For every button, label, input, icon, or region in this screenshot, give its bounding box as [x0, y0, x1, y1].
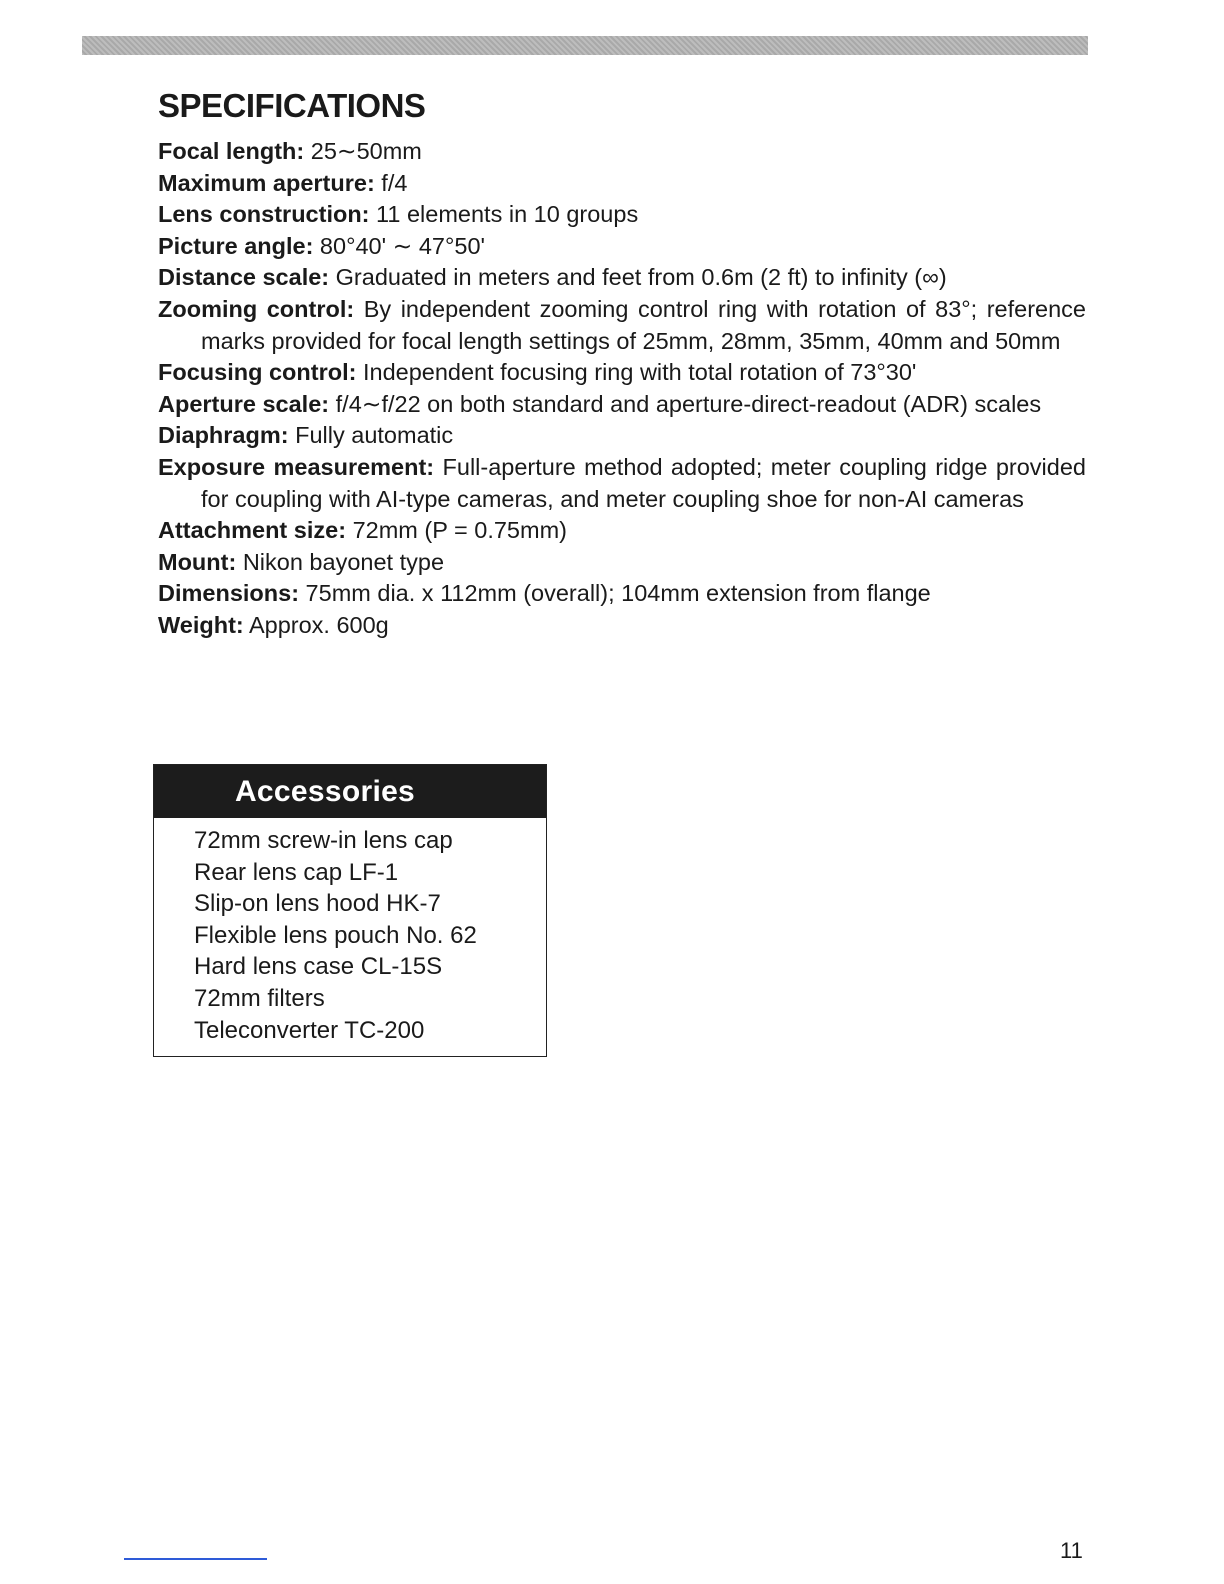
spec-value: Independent focusing ring with total rotation of 73°30' — [356, 359, 917, 386]
spec-label: Lens construction: — [158, 201, 370, 228]
spec-label: Dimensions: — [158, 580, 300, 607]
spec-value: 11 elements in 10 groups — [369, 201, 639, 228]
spec-item-diaphragm — [158, 420, 1086, 452]
spec-list — [158, 136, 1086, 642]
page-title: SPECIFICATIONS — [158, 87, 426, 124]
spec-item-exposure-measurement — [158, 452, 1086, 515]
accessories-list — [154, 818, 546, 1046]
spec-value: By independent zooming control ring with rotation of 83°; reference marks provided for focal length settings of 25mm, 28mm, 35mm, 40mm and 50mm — [201, 295, 1086, 354]
spec-label: Zooming control: — [158, 295, 355, 322]
spec-item-picture-angle — [158, 231, 1086, 263]
spec-value: Approx. 600g — [243, 611, 389, 638]
spec-item-focusing-control — [158, 357, 1086, 389]
spec-item-zooming-control — [158, 294, 1086, 357]
top-decorative-band — [82, 36, 1088, 55]
spec-item-dimensions — [158, 578, 1086, 610]
spec-item-mount — [158, 547, 1086, 579]
spec-value: f/4∼f/22 on both standard and aperture-direct-readout (ADR) scales — [329, 390, 1042, 417]
spec-label: Aperture scale: — [158, 390, 330, 417]
spec-value: Fully automatic — [288, 422, 454, 449]
accessory-item: 72mm screw-in lens cap — [194, 827, 453, 854]
spec-item-focal-length — [158, 136, 1086, 168]
spec-label: Weight: — [158, 611, 244, 638]
spec-label: Diaphragm: — [158, 422, 289, 449]
spec-value: Nikon bayonet type — [236, 548, 445, 575]
spec-value: Graduated in meters and feet from 0.6m (2 ft) to infinity (∞) — [329, 264, 947, 291]
accessories-box — [153, 764, 547, 1057]
spec-value: Full-aperture method adopted; meter coupling ridge provided for coupling with AI-type cameras, and meter coupling shoe for non-AI cameras — [201, 453, 1086, 512]
spec-label: Mount: — [158, 548, 237, 575]
accessory-item: Rear lens cap LF-1 — [194, 858, 399, 886]
spec-label: Distance scale: — [158, 264, 330, 291]
spec-value: 75mm dia. x 112mm (overall); 104mm extension from flange — [299, 580, 931, 607]
spec-label: Attachment size: — [158, 517, 347, 544]
accessory-item: Slip-on lens hood HK-7 — [194, 890, 441, 918]
spec-item-maximum-aperture — [158, 168, 1086, 200]
spec-value: 25∼50mm — [304, 138, 422, 164]
accessory-item: Teleconverter TC-200 — [194, 1016, 425, 1044]
spec-item-attachment-size — [158, 515, 1086, 547]
spec-label: Maximum aperture: — [158, 169, 375, 196]
spec-label: Exposure measurement: — [158, 453, 435, 480]
specifications-section — [158, 82, 1086, 642]
accessory-item: Hard lens case CL-15S — [194, 953, 443, 981]
bottom-rule — [124, 1558, 267, 1560]
accessories-header: Accessories — [154, 765, 546, 818]
page-number: 11 — [1060, 1538, 1083, 1563]
spec-value: 72mm (P = 0.75mm) — [346, 517, 567, 544]
spec-item-lens-construction — [158, 199, 1086, 231]
accessory-item: Flexible lens pouch No. 62 — [194, 921, 477, 949]
spec-item-weight — [158, 610, 1086, 642]
spec-label: Picture angle: — [158, 232, 314, 259]
accessory-item: 72mm filters — [194, 984, 325, 1012]
spec-item-aperture-scale — [158, 389, 1086, 421]
spec-label: Focal length: — [158, 138, 305, 164]
spec-value: 80°40' ∼ 47°50' — [313, 232, 486, 259]
spec-value: f/4 — [374, 169, 408, 196]
spec-item-distance-scale — [158, 262, 1086, 294]
spec-label: Focusing control: — [158, 359, 357, 386]
